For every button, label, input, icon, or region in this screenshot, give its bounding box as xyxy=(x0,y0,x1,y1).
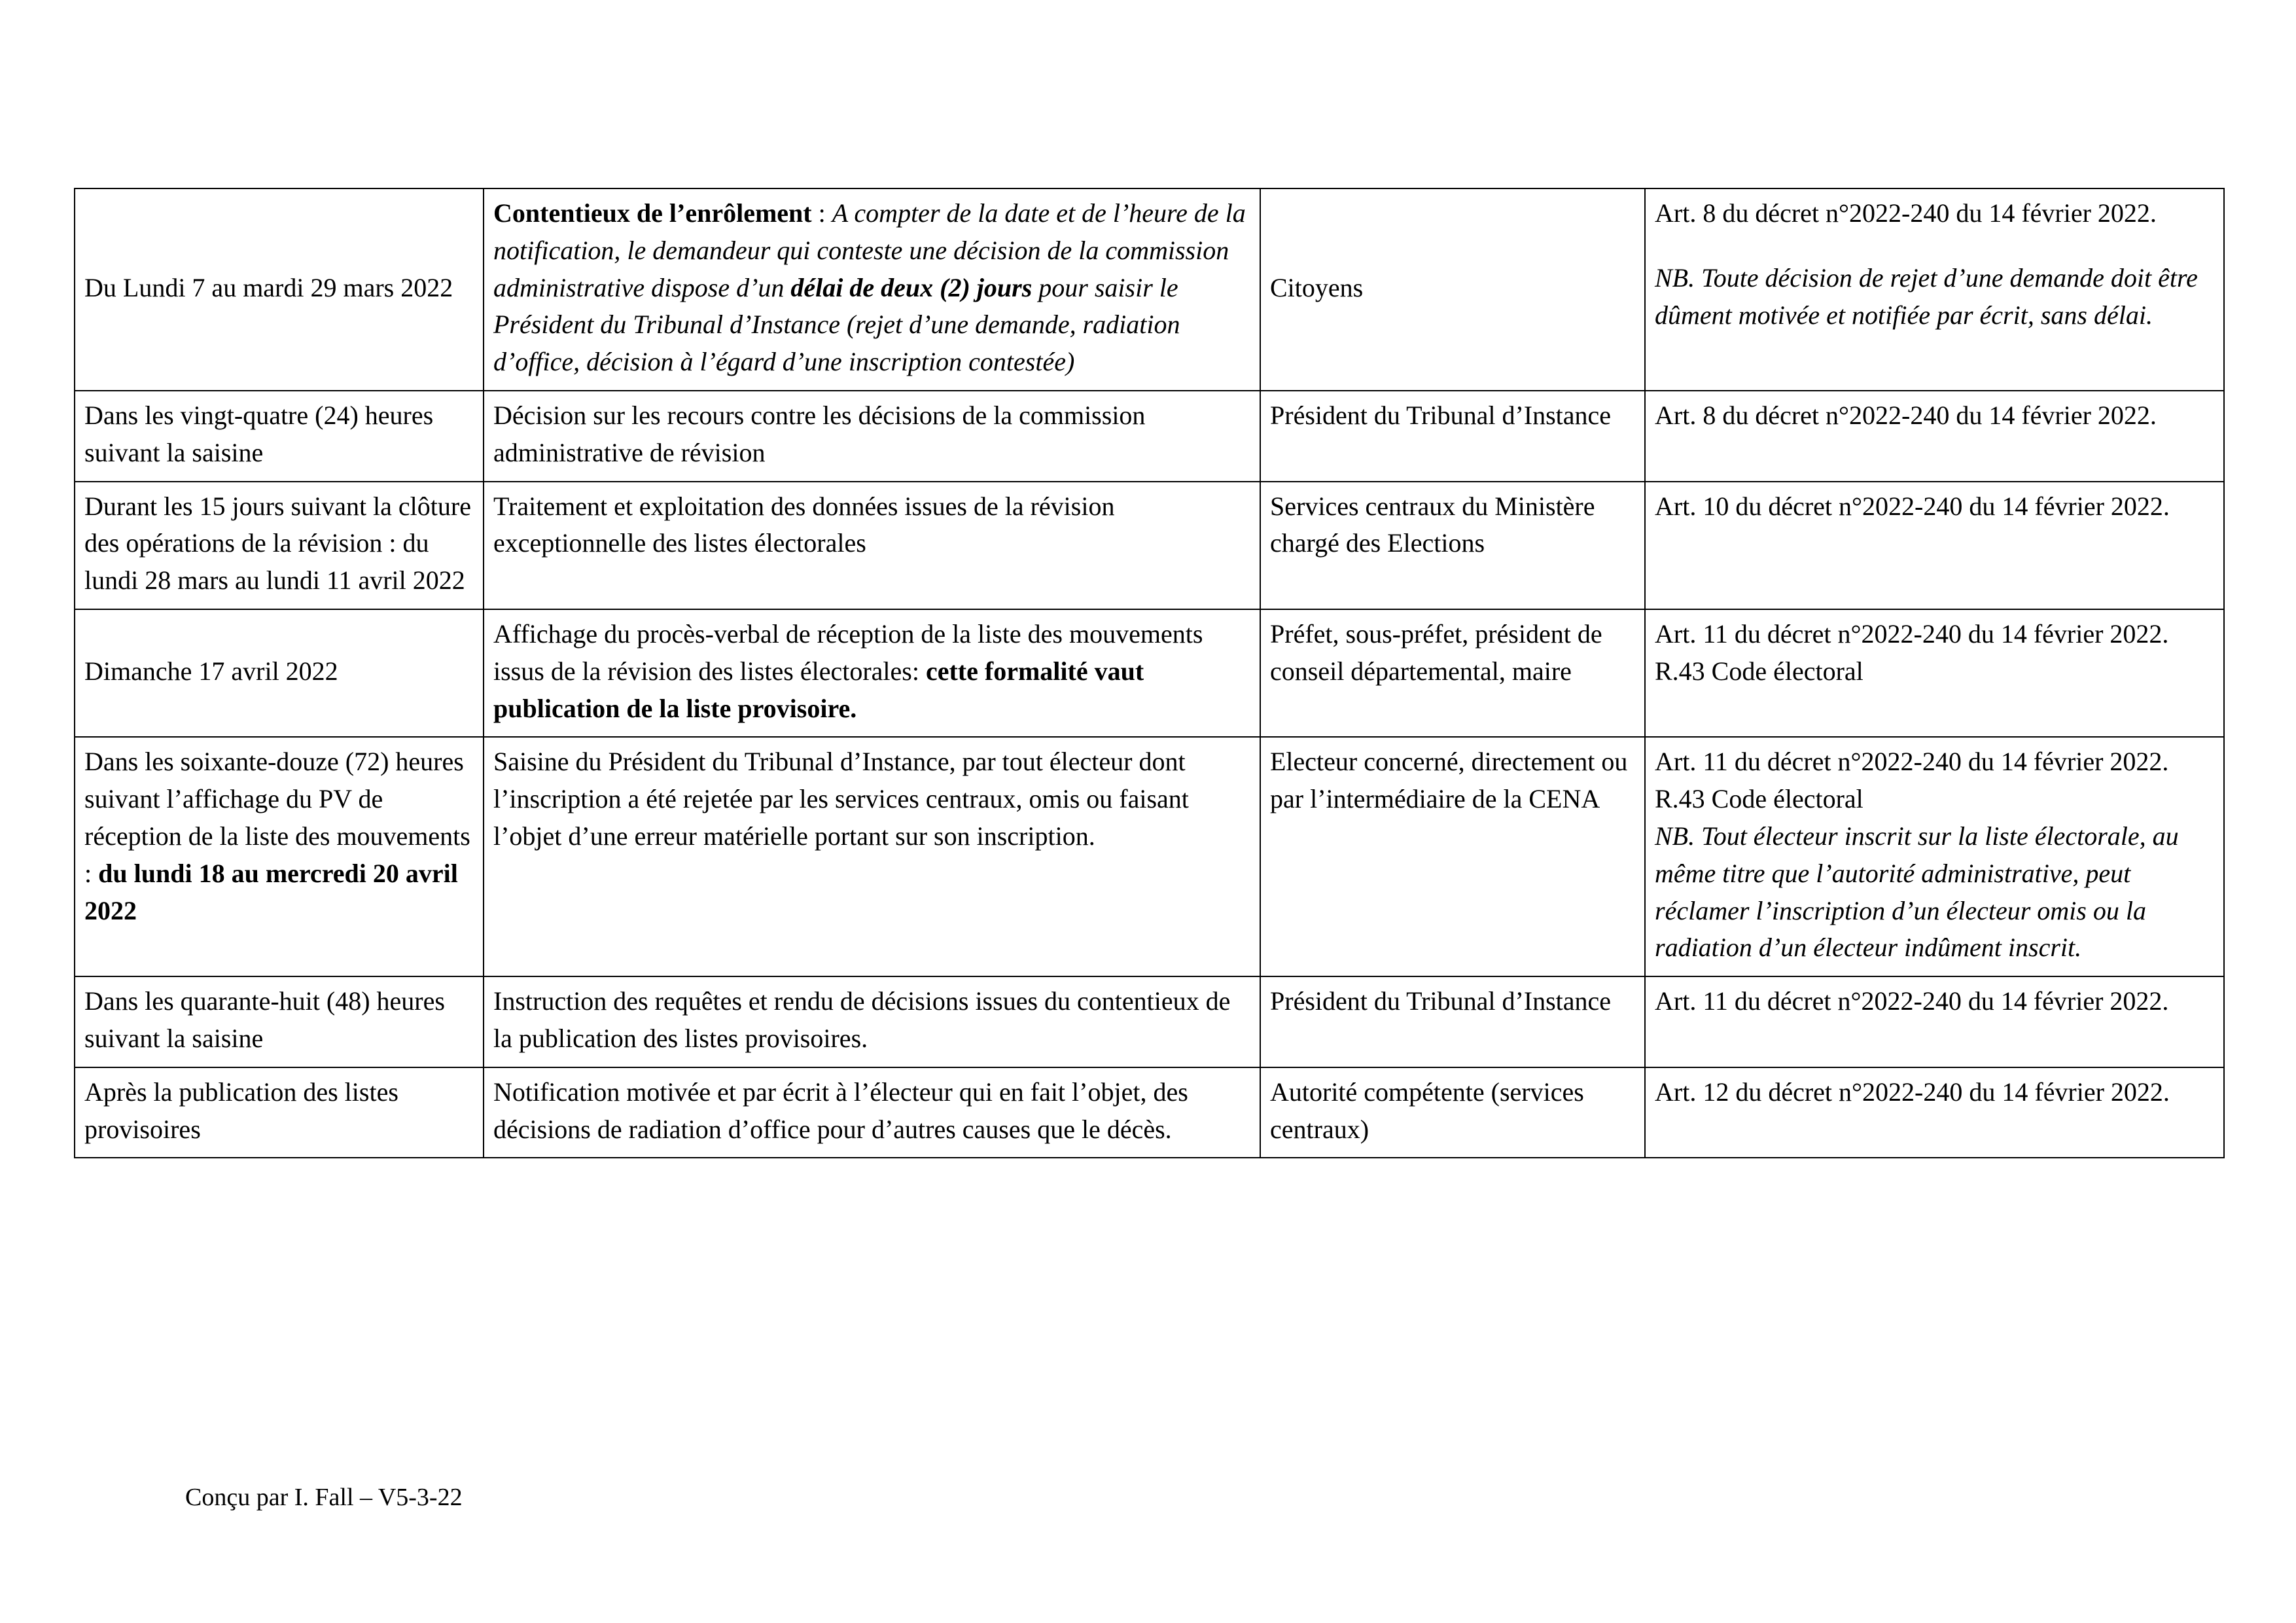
table-row xyxy=(75,609,2224,737)
reference-main: Art. 11 du décret n°2022-240 du 14 février 2022. xyxy=(1655,747,2169,777)
activity-cell xyxy=(484,1067,1260,1158)
activity-cell xyxy=(484,391,1260,482)
actor-text: Président du Tribunal d’Instance xyxy=(1270,400,1612,430)
period-text: Dimanche 17 avril 2022 xyxy=(84,656,338,686)
activity-text: Saisine du Président du Tribunal d’Instance, par tout électeur dont l’inscription a été rejetée par les services centraux, omis ou faisant l’objet d’une erreur matérielle portant sur son inscription. xyxy=(493,747,1189,851)
actor-cell xyxy=(1260,188,1645,391)
actor-text: Autorité compétente (services centraux) xyxy=(1270,1077,1584,1144)
reference-main: Art. 12 du décret n°2022-240 du 14 février 2022. xyxy=(1655,1077,2170,1107)
actor-text: Citoyens xyxy=(1270,272,1364,302)
period-emphasis: du lundi 18 au mercredi 20 avril 2022 xyxy=(84,858,458,925)
table-row xyxy=(75,1067,2224,1158)
period-text: Dans les vingt-quatre (24) heures suivant la saisine xyxy=(84,400,434,467)
activity-body-1: A compter de la date et de l’heure de la notification, le demandeur qui conteste une décision de la commission administrative dispose d’un xyxy=(493,198,1246,302)
activity-emphasis: délai de deux (2) jours xyxy=(790,272,1033,302)
reference-cell xyxy=(1645,737,2224,976)
activity-text: Notification motivée et par écrit à l’électeur qui en fait l’objet, des décisions de radiation d’office pour d’autres causes que le décès. xyxy=(493,1077,1188,1144)
reference-note: NB. Tout électeur inscrit sur la liste électorale, au même titre que l’autorité administrative, peut réclamer l’inscription d’un électeur omis ou la radiation d’un électeur indûment inscrit. xyxy=(1655,821,2179,963)
table-row xyxy=(75,188,2224,391)
period-text xyxy=(84,743,474,929)
electoral-calendar-table xyxy=(74,188,2225,1158)
reference-extra: R.43 Code électoral xyxy=(1655,656,1863,686)
reference-cell xyxy=(1645,391,2224,482)
reference-note: NB. Toute décision de rejet d’une demande doit être dûment motivée et notifiée par écrit, sans délai. xyxy=(1655,262,2198,330)
actor-text: Préfet, sous-préfet, président de conseil départemental, maire xyxy=(1270,618,1602,686)
period-text: Durant les 15 jours suivant la clôture des opérations de la révision : du lundi 28 mars au lundi 11 avril 2022 xyxy=(84,491,471,596)
reference-cell xyxy=(1645,1067,2224,1158)
activity-text: Instruction des requêtes et rendu de décisions issues du contentieux de la publication des listes provisoires. xyxy=(493,986,1231,1053)
table-body xyxy=(75,188,2224,1158)
reference-cell xyxy=(1645,188,2224,391)
period-cell xyxy=(75,1067,484,1158)
activity-cell xyxy=(484,609,1260,737)
activity-emphasis: cette formalité vaut publication de la liste provisoire. xyxy=(493,656,1144,723)
reference-main: Art. 11 du décret n°2022-240 du 14 février 2022. xyxy=(1655,618,2169,649)
activity-cell xyxy=(484,482,1260,609)
table-row xyxy=(75,482,2224,609)
period-cell xyxy=(75,737,484,976)
actor-cell xyxy=(1260,482,1645,609)
period-cell xyxy=(75,976,484,1067)
reference-main: Art. 8 du décret n°2022-240 du 14 février 2022. xyxy=(1655,198,2157,228)
footer-credit: Conçu par I. Fall – V5-3-22 xyxy=(185,1484,463,1511)
activity-title: Contentieux de l’enrôlement xyxy=(493,198,812,228)
period-text: Après la publication des listes provisoires xyxy=(84,1077,398,1144)
reference-main: Art. 8 du décret n°2022-240 du 14 février 2022. xyxy=(1655,400,2157,430)
reference-cell xyxy=(1645,976,2224,1067)
period-cell xyxy=(75,482,484,609)
activity-text xyxy=(493,195,1250,381)
activity-text xyxy=(493,616,1250,727)
actor-cell xyxy=(1260,737,1645,976)
activity-text: Décision sur les recours contre les décisions de la commission administrative de révision xyxy=(493,400,1146,467)
activity-body-2: pour saisir le Président du Tribunal d’Instance (rejet d’une demande, radiation d’office, décision à l’égard d’une inscription contestée) xyxy=(493,272,1180,377)
reference-main: Art. 11 du décret n°2022-240 du 14 février 2022. xyxy=(1655,986,2169,1016)
period-text: Du Lundi 7 au mardi 29 mars 2022 xyxy=(84,272,453,302)
activity-body-1: Affichage du procès-verbal de réception de la liste des mouvements issus de la révision des listes électorales: xyxy=(493,618,1203,686)
actor-text: Electeur concerné, directement ou par l’intermédiaire de la CENA xyxy=(1270,747,1628,814)
actor-cell xyxy=(1260,609,1645,737)
period-text: Dans les quarante-huit (48) heures suivant la saisine xyxy=(84,986,445,1053)
actor-text: Président du Tribunal d’Instance xyxy=(1270,986,1612,1016)
actor-cell xyxy=(1260,391,1645,482)
table-row xyxy=(75,976,2224,1067)
period-cell xyxy=(75,391,484,482)
activity-cell xyxy=(484,976,1260,1067)
actor-text: Services centraux du Ministère chargé des Elections xyxy=(1270,491,1595,558)
activity-cell xyxy=(484,737,1260,976)
period-cell xyxy=(75,609,484,737)
period-cell xyxy=(75,188,484,391)
activity-separator: : xyxy=(811,198,832,228)
reference-gap xyxy=(1655,232,2214,260)
reference-main: Art. 10 du décret n°2022-240 du 14 février 2022. xyxy=(1655,491,2170,521)
reference-cell xyxy=(1645,609,2224,737)
actor-cell xyxy=(1260,976,1645,1067)
period-body-1: Dans les soixante-douze (72) heures suivant l’affichage du PV de réception de la liste des mouvements : xyxy=(84,747,470,888)
activity-text: Traitement et exploitation des données issues de la révision exceptionnelle des listes électorales xyxy=(493,491,1115,558)
reference-cell xyxy=(1645,482,2224,609)
reference-extra: R.43 Code électoral xyxy=(1655,784,1863,814)
table-row xyxy=(75,737,2224,976)
table-row xyxy=(75,391,2224,482)
activity-cell xyxy=(484,188,1260,391)
actor-cell xyxy=(1260,1067,1645,1158)
